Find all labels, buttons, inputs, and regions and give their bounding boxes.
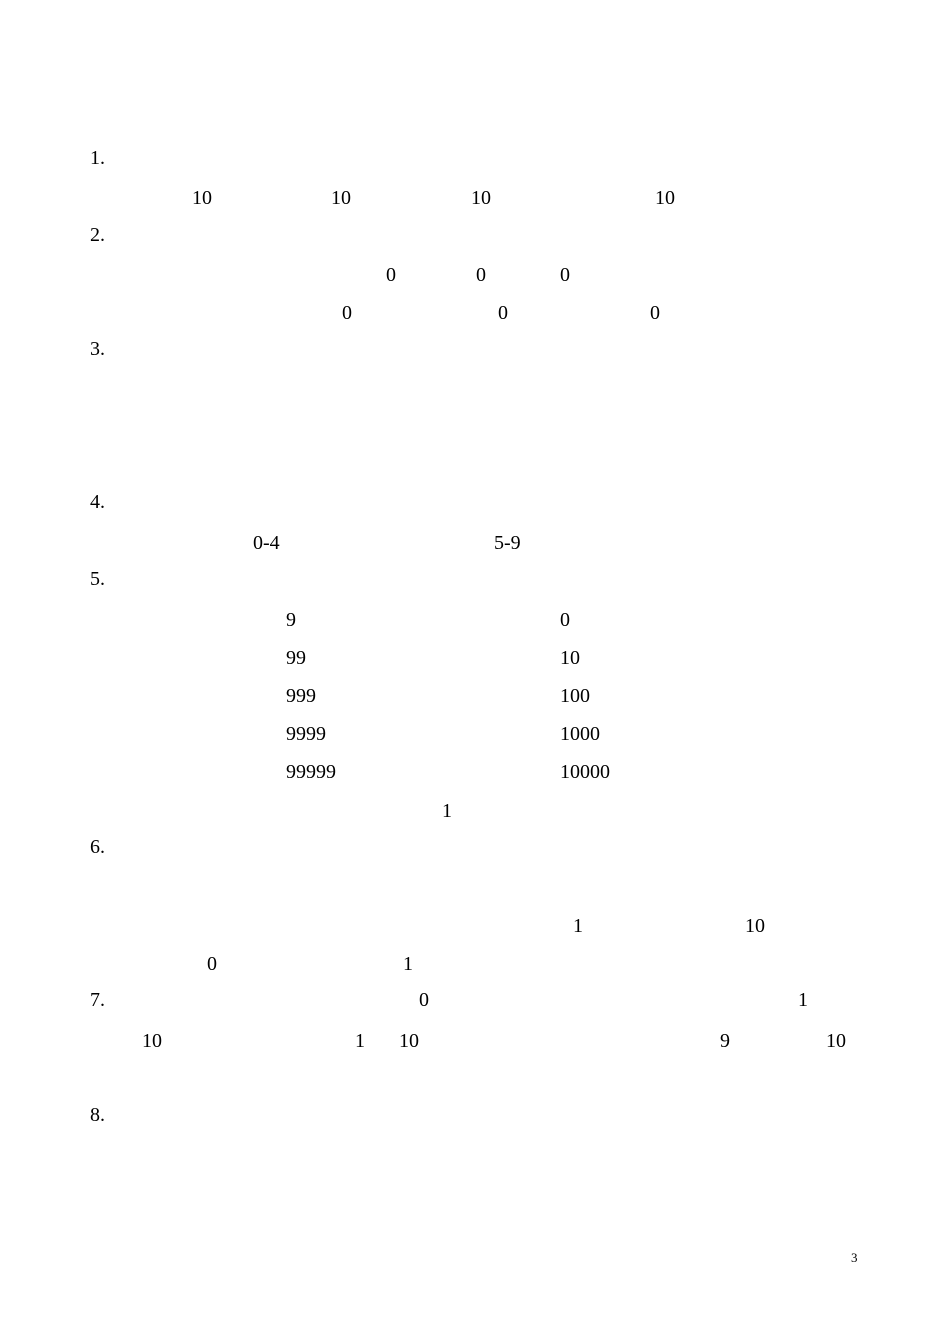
table-cell: 9999 [286, 723, 326, 745]
inline-number: 10 [142, 1030, 162, 1052]
page-number: 3 [851, 1250, 858, 1265]
inline-number: 0 [207, 953, 217, 975]
table-cell: 0 [560, 609, 570, 631]
inline-number: 0 [498, 302, 508, 324]
inline-number: 0 [419, 989, 429, 1011]
inline-number: 10 [331, 187, 351, 209]
table-cell: 99999 [286, 761, 336, 783]
item-number: 1. [90, 147, 105, 169]
inline-number: 1 [442, 800, 452, 822]
item-number: 6. [90, 836, 105, 858]
table-cell: 99 [286, 647, 306, 669]
inline-number: 0 [342, 302, 352, 324]
item-number: 7. [90, 989, 105, 1011]
table-cell: 9 [286, 609, 296, 631]
inline-range: 0-4 [253, 532, 280, 554]
inline-number: 10 [826, 1030, 846, 1052]
table-cell: 999 [286, 685, 316, 707]
table-cell: 1000 [560, 723, 600, 745]
inline-number: 1 [798, 989, 808, 1011]
inline-number: 1 [573, 915, 583, 937]
inline-number: 10 [471, 187, 491, 209]
inline-number: 1 [403, 953, 413, 975]
inline-number: 10 [745, 915, 765, 937]
inline-range: 5-9 [494, 532, 521, 554]
inline-number: 0 [386, 264, 396, 286]
table-cell: 10000 [560, 761, 610, 783]
item-number: 2. [90, 224, 105, 246]
table-cell: 10 [560, 647, 580, 669]
inline-number: 10 [192, 187, 212, 209]
inline-number: 10 [399, 1030, 419, 1052]
item-number: 5. [90, 568, 105, 590]
inline-number: 0 [650, 302, 660, 324]
item-number: 8. [90, 1104, 105, 1126]
inline-number: 0 [560, 264, 570, 286]
inline-number: 9 [720, 1030, 730, 1052]
table-cell: 100 [560, 685, 590, 707]
item-number: 3. [90, 338, 105, 360]
inline-number: 1 [355, 1030, 365, 1052]
item-number: 4. [90, 491, 105, 513]
inline-number: 10 [655, 187, 675, 209]
inline-number: 0 [476, 264, 486, 286]
